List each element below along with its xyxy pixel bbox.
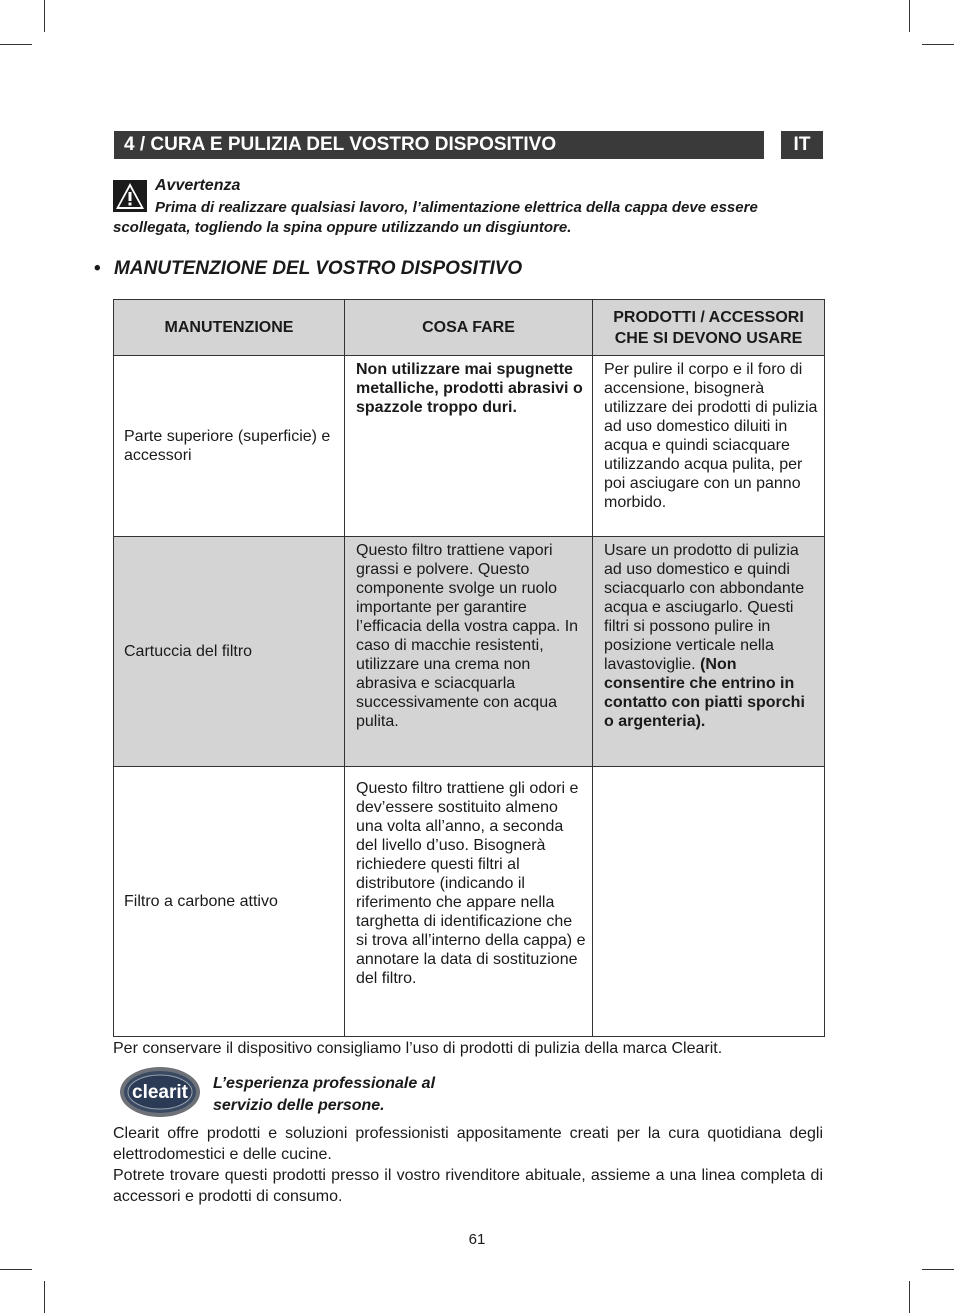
crop-mark [44,1281,45,1313]
products-cell [593,537,825,767]
clearit-description: Clearit offre prodotti e soluzioni professionisti appositamente creati per la cura quotidiana degli elettrodomestici e delle cucine. [113,1125,823,1163]
section-title-text: MANUTENZIONE DEL VOSTRO DISPOSITIVO [114,258,523,279]
crop-mark [922,1269,954,1270]
todo-cell: Questo filtro trattiene gli odori e dev’essere sostituito almeno una volta all’anno, a seconda del livello d’uso. Bisognerà richiedere questi filtri al distributore (indicando il riferimento che appare nella targhetta di identificazione che si trova all’interno della cappa) e annotare la data di sostituzione del filtro. [345,767,593,1037]
clearit-logo [119,1066,201,1118]
products-cell [593,767,825,1037]
todo-cell: Questo filtro trattiene vapori grassi e polvere. Questo componente svolge un ruolo importante per garantire l’efficacia della vostra cappa. In caso di macchie resistenti, utilizzare una crema non abrasiva e sciacquarla successivamente con acqua pulita. [345,537,593,767]
warning-text: Prima di realizzare qualsiasi lavoro, l’alimentazione elettrica della cappa deve essere scollegata, togliendo la spina oppure utilizzando un disgiuntore. [113,199,758,236]
page-number: 61 [468,1231,486,1248]
clearit-intro: Per conservare il dispositivo consigliamo l’uso di prodotti di pulizia della marca Clearit. [113,1040,723,1057]
crop-mark [909,0,910,32]
products-cell: Per pulire il corpo e il foro di accensione, bisognerà utilizzare dei prodotti di pulizia ad uso domestico diluiti in acqua e quindi sciacquare utilizzando acqua pulita, per poi asciugare con un panno morbido. [593,356,825,537]
table-row [114,767,825,1037]
table-row [114,356,825,537]
products-text: Usare un prodotto di pulizia ad uso domestico e quindi sciacquarlo con abbondante acqua e asciugarlo. Questi filtri si possono pulire in posizione verticale nella lavastoviglie. [604,542,805,673]
maintenance-table [113,299,825,1037]
table-row [114,537,825,767]
logo-text: clearit [132,1082,188,1103]
row-label: Cartuccia del filtro [114,537,345,767]
crop-mark [922,44,954,45]
section-title [94,258,522,280]
crop-mark [909,1281,910,1313]
products-note: (Non consentire che entrino in contatto con piatti sporchi o argenteria). [604,656,805,730]
column-header: COSA FARE [345,300,593,356]
crop-mark [44,0,45,32]
chapter-title: 4 / CURA E PULIZIA DEL VOSTRO DISPOSITIVO [114,131,764,159]
column-header: MANUTENZIONE [114,300,345,356]
crop-mark [0,1269,32,1270]
crop-mark [0,44,32,45]
clearit-slogan: L’esperienza professionale al servizio delle persone. [213,1075,436,1114]
row-label: Filtro a carbone attivo [114,767,345,1037]
todo-cell: Non utilizzare mai spugnette metalliche, prodotti abrasivi o spazzole troppo duri. [345,356,593,537]
column-header: PRODOTTI / ACCESSORI CHE SI DEVONO USARE [593,300,825,356]
row-label: Parte superiore (superficie) e accessori [114,356,345,537]
bullet: • [94,258,101,279]
clearit-availability: Potrete trovare questi prodotti presso il vostro rivenditore abituale, assieme a una linea completa di accessori e prodotti di consumo. [113,1167,823,1205]
language-badge: IT [781,131,823,159]
warning-title: Avvertenza [155,177,241,194]
table-header-row [114,300,825,356]
